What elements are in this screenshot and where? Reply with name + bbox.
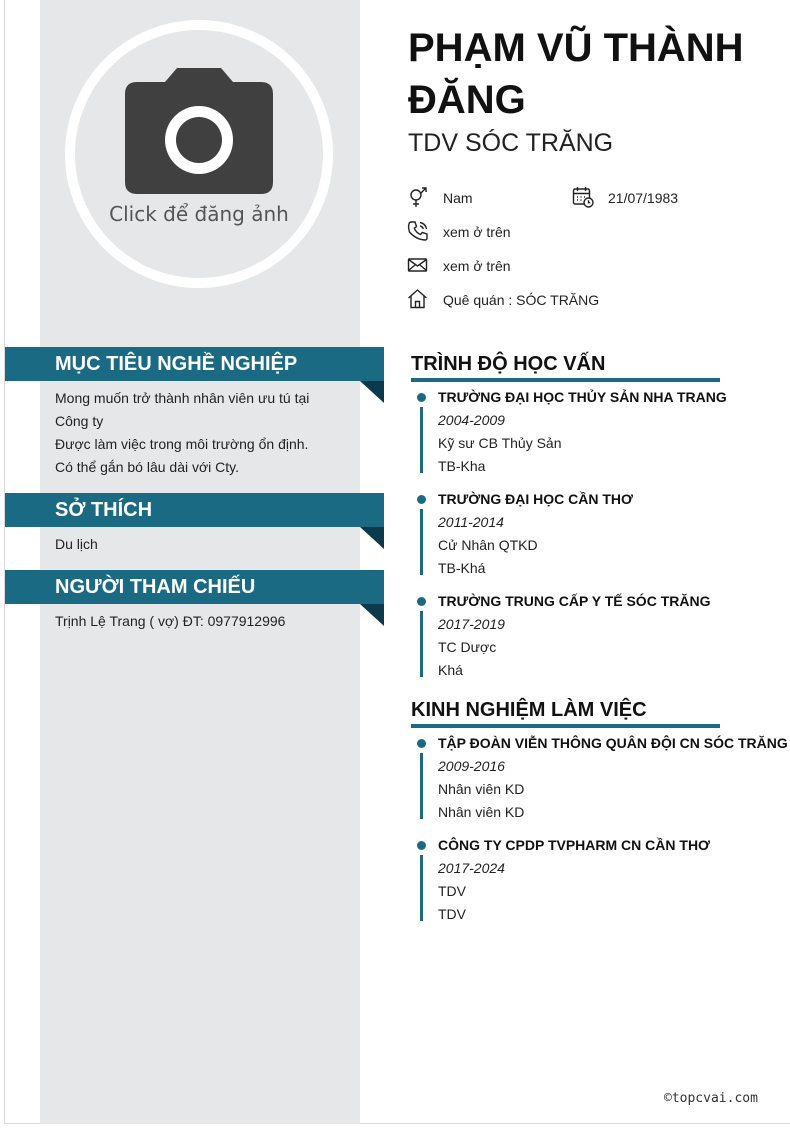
job-description: TDV — [438, 906, 466, 922]
phone-value: xem ở trên — [443, 224, 511, 240]
timeline-line — [420, 753, 423, 819]
education-heading: TRÌNH ĐỘ HỌC VẤN — [411, 350, 720, 382]
job-position: TDV — [438, 883, 466, 899]
objective-line: Công ty — [55, 413, 104, 429]
study-period: 2017-2019 — [438, 616, 505, 632]
work-period: 2017-2024 — [438, 860, 505, 876]
school-name: TRƯỜNG TRUNG CẤP Y TẾ SÓC TRĂNG — [438, 593, 711, 609]
objective-line: Mong muốn trở thành nhân viên ưu tú tại — [55, 390, 310, 406]
study-period: 2004-2009 — [438, 412, 505, 428]
degree: TC Dược — [438, 639, 497, 655]
job-position: Nhân viên KD — [438, 781, 525, 797]
gender-icon — [407, 186, 429, 208]
timeline-dot — [417, 495, 426, 504]
hobbies-ribbon-fold — [360, 527, 384, 549]
grade: TB-Khá — [438, 560, 486, 576]
study-period: 2011-2014 — [438, 514, 504, 530]
objective-line: Được làm việc trong môi trường ổn định. — [55, 436, 309, 452]
timeline-dot — [417, 841, 426, 850]
timeline-line — [420, 855, 423, 921]
hometown-value: Quê quán : SÓC TRĂNG — [443, 292, 600, 308]
calendar-icon — [572, 186, 594, 208]
photo-upload-label: Click để đăng ảnh — [109, 202, 289, 226]
timeline-dot — [417, 739, 426, 748]
school-name: TRƯỜNG ĐẠI HỌC CẦN THƠ — [438, 491, 633, 507]
camera-icon — [125, 66, 273, 194]
mail-icon — [407, 254, 429, 276]
watermark: ©topcvai.com — [664, 1091, 758, 1106]
grade: Khá — [438, 662, 463, 678]
objective-heading: MỤC TIÊU NGHỀ NGHIỆP — [5, 347, 384, 381]
timeline-dot — [417, 393, 426, 402]
birthday-value: 21/07/1983 — [608, 190, 679, 206]
objective-text — [55, 387, 345, 479]
degree: Kỹ sư CB Thủy Sản — [438, 435, 562, 451]
photo-upload[interactable] — [65, 20, 333, 288]
references-text — [55, 610, 345, 633]
references-ribbon-fold — [360, 604, 384, 626]
experience-heading: KINH NGHIỆM LÀM VIỆC — [411, 696, 720, 728]
timeline-line — [420, 407, 423, 473]
phone-icon — [407, 220, 429, 242]
job-description: Nhân viên KD — [438, 804, 525, 820]
reference-line: Trịnh Lệ Trang ( vợ) ĐT: 0977912996 — [55, 613, 286, 629]
objective-line: Có thể gắn bó lâu dài với Cty. — [55, 459, 240, 475]
email-value: xem ở trên — [443, 258, 511, 274]
candidate-title: TDV SÓC TRĂNG — [408, 129, 614, 157]
work-period: 2009-2016 — [438, 758, 505, 774]
references-heading: NGƯỜI THAM CHIẾU — [5, 570, 384, 604]
company-name: CÔNG TY CPDP TVPHARM CN CẦN THƠ — [438, 837, 710, 853]
hobbies-text — [55, 533, 345, 556]
grade: TB-Kha — [438, 458, 486, 474]
candidate-name: PHẠM VŨ THÀNH ĐĂNG — [408, 26, 744, 122]
home-icon — [407, 288, 429, 310]
company-name: TẬP ĐOÀN VIỄN THÔNG QUÂN ĐỘI CN SÓC TRĂNG — [438, 735, 788, 751]
degree: Cử Nhân QTKD — [438, 537, 538, 553]
hobbies-heading: SỞ THÍCH — [5, 493, 384, 527]
objective-ribbon-fold — [360, 381, 384, 403]
hobby-line: Du lịch — [55, 536, 98, 552]
school-name: TRƯỜNG ĐẠI HỌC THỦY SẢN NHA TRANG — [438, 389, 727, 405]
gender-value: Nam — [443, 190, 473, 206]
timeline-line — [420, 509, 423, 575]
timeline-line — [420, 611, 423, 677]
timeline-dot — [417, 597, 426, 606]
